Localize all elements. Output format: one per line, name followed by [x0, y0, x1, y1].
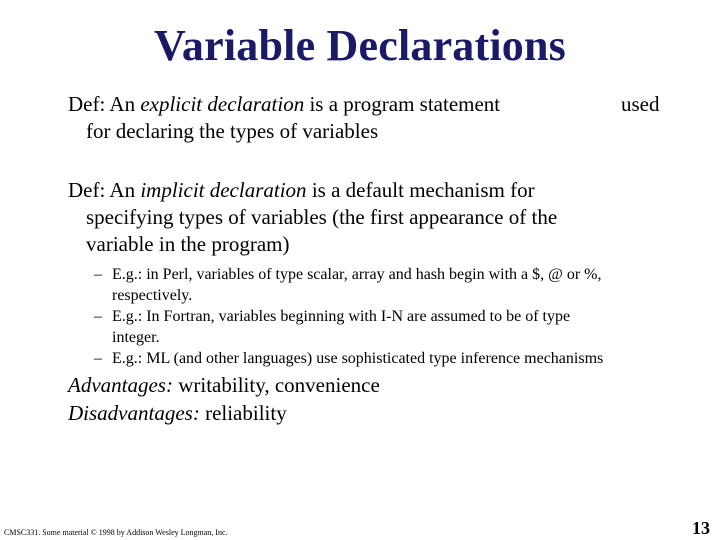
- slide-title: Variable Declarations: [154, 21, 566, 70]
- example-ml-line1: E.g.: ML (and other languages) use sophisticated type inference mechanisms: [112, 350, 604, 367]
- example-fortran: [96, 306, 676, 348]
- example-perl-line2: respectively.: [112, 287, 193, 304]
- example-ml: [96, 348, 676, 369]
- def2-prefix: Def: An: [68, 178, 141, 202]
- def2-rest: is a default mechanism for: [306, 178, 535, 202]
- example-list: [96, 264, 676, 369]
- page-number: 13: [692, 518, 710, 538]
- dash-bullet: –: [94, 266, 102, 283]
- advantages-label: Advantages:: [68, 373, 173, 397]
- example-fortran-line1: E.g.: In Fortran, variables beginning with I-N are assumed to be of type: [112, 308, 571, 325]
- dash-bullet: –: [94, 350, 102, 367]
- explicit-declaration-definition: [68, 91, 678, 145]
- example-perl: [96, 264, 676, 306]
- disadvantages-value: reliability: [199, 401, 287, 425]
- def2-line2: specifying types of variables (the first appearance of the: [86, 205, 558, 229]
- def1-line2: for declaring the types of variables: [86, 119, 379, 143]
- def1-rest: is a program statement: [304, 92, 501, 116]
- example-perl-line1: E.g.: in Perl, variables of type scalar, array and hash begin with a $, @ or %,: [112, 266, 602, 283]
- disadvantages-line: [68, 399, 380, 427]
- copyright-footer: CMSC331. Some material © 1998 by Addison Wesley Longman, Inc.: [4, 528, 228, 537]
- def1-used: used: [621, 92, 660, 116]
- pros-cons: [68, 371, 380, 427]
- example-fortran-line2: integer.: [112, 329, 160, 346]
- def1-prefix: Def: An: [68, 92, 141, 116]
- explicit-declaration-term: explicit declaration: [140, 92, 305, 116]
- def2-line3: variable in the program): [86, 232, 290, 256]
- implicit-declaration-term: implicit declaration: [140, 178, 307, 202]
- advantages-value: writability, convenience: [172, 373, 380, 397]
- advantages-line: [68, 371, 380, 399]
- implicit-declaration-definition: [68, 177, 678, 258]
- dash-bullet: –: [94, 308, 102, 325]
- disadvantages-label: Disadvantages:: [68, 401, 200, 425]
